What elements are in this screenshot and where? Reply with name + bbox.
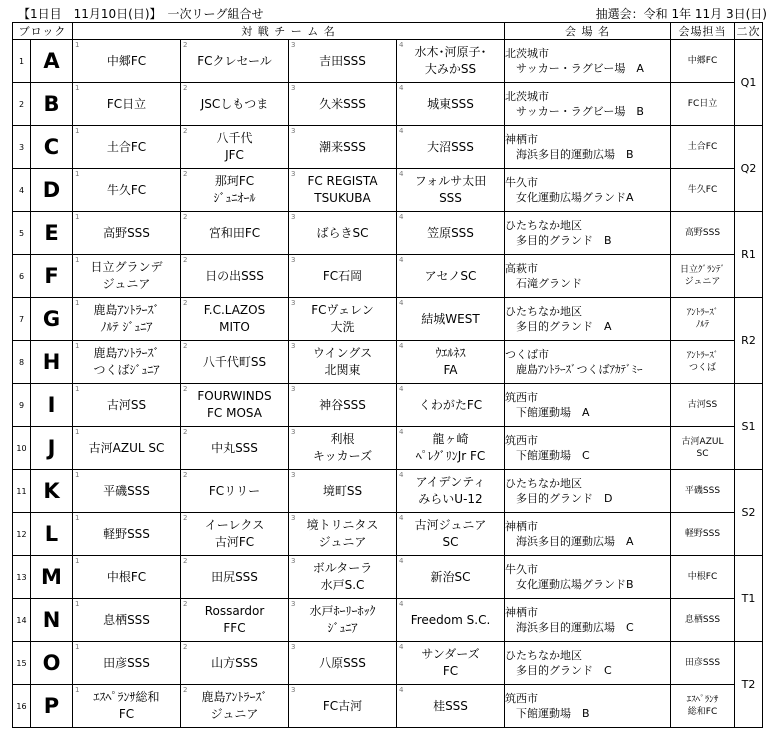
- secondary-group: R1: [735, 212, 763, 298]
- venue-name: 神栖市 海浜多目的運動広場 B: [505, 126, 671, 169]
- venue-name: ひたちなか地区 多目的グランド D: [505, 470, 671, 513]
- venue-host: 高野SSS: [671, 212, 735, 255]
- team-name: 田彦SSS: [103, 655, 150, 670]
- team-name: 潮来SSS: [319, 139, 366, 154]
- team-seed-number: 2: [183, 471, 188, 479]
- venue-host: 土合FC: [671, 126, 735, 169]
- venue-name: 筑西市 下館運動場 C: [505, 427, 671, 470]
- team-name: サンダーズ FC: [421, 647, 480, 678]
- team-seed-number: 2: [183, 256, 188, 264]
- team-name: 日立グランデ ジュニア: [90, 260, 163, 291]
- venue-host: 中郷FC: [671, 40, 735, 83]
- team-seed-number: 4: [399, 213, 404, 221]
- team-seed-number: 4: [399, 84, 404, 92]
- table-row: [13, 427, 763, 470]
- team-cell: [181, 341, 289, 384]
- team-cell: [397, 83, 505, 126]
- team-seed-number: 3: [291, 170, 296, 178]
- team-name: 境トリニタス ジュニア: [306, 518, 379, 549]
- team-seed-number: 1: [75, 514, 80, 522]
- team-name: 鹿島ｱﾝﾄﾗｰｽﾞ ジュニア: [201, 690, 268, 721]
- team-seed-number: 1: [75, 299, 80, 307]
- team-name: フォルサ太田 SSS: [414, 174, 487, 205]
- team-seed-number: 4: [399, 600, 404, 608]
- block-letter: A: [31, 40, 73, 83]
- team-seed-number: 1: [75, 557, 80, 565]
- team-name: FCクレセール: [197, 53, 272, 68]
- venue-host: ｴｽﾍﾟﾗﾝｻ 総和FC: [671, 685, 735, 728]
- team-cell: [289, 685, 397, 728]
- team-seed-number: 4: [399, 385, 404, 393]
- table-row: [13, 169, 763, 212]
- row-number: 2: [13, 83, 31, 126]
- team-seed-number: 4: [399, 643, 404, 651]
- team-cell: [397, 126, 505, 169]
- team-cell: [397, 169, 505, 212]
- team-cell: [397, 40, 505, 83]
- team-name: 田尻SSS: [211, 569, 258, 584]
- block-letter: M: [31, 556, 73, 599]
- team-name: 境町SS: [322, 483, 363, 498]
- team-seed-number: 1: [75, 213, 80, 221]
- row-number: 13: [13, 556, 31, 599]
- team-cell: [181, 513, 289, 556]
- row-number: 1: [13, 40, 31, 83]
- block-letter: B: [31, 83, 73, 126]
- team-cell: [289, 341, 397, 384]
- row-number: 8: [13, 341, 31, 384]
- team-cell: [289, 384, 397, 427]
- team-seed-number: 2: [183, 299, 188, 307]
- team-name: 中丸SSS: [211, 440, 258, 455]
- team-seed-number: 1: [75, 256, 80, 264]
- league-table: [12, 22, 763, 728]
- team-name: 古河SS: [106, 397, 147, 412]
- team-cell: [73, 556, 181, 599]
- venue-name: 高萩市 石滝グランド: [505, 255, 671, 298]
- team-seed-number: 3: [291, 471, 296, 479]
- team-name: 水戸ﾎｰﾘｰﾎｯｸ ｼﾞｭﾆｱ: [309, 604, 376, 635]
- team-name: Rossardor FFC: [204, 604, 265, 635]
- team-cell: [73, 599, 181, 642]
- table-row: [13, 384, 763, 427]
- team-cell: [181, 470, 289, 513]
- block-letter: C: [31, 126, 73, 169]
- team-seed-number: 2: [183, 600, 188, 608]
- team-cell: [289, 126, 397, 169]
- team-cell: [397, 384, 505, 427]
- venue-host: 平磯SSS: [671, 470, 735, 513]
- venue-host: 古河AZUL SC: [671, 427, 735, 470]
- table-row: [13, 556, 763, 599]
- row-number: 3: [13, 126, 31, 169]
- team-seed-number: 4: [399, 342, 404, 350]
- venue-name: 牛久市 女化運動広場グランドB: [505, 556, 671, 599]
- team-name: FC日立: [106, 96, 147, 111]
- team-cell: [289, 169, 397, 212]
- venue-host: 田彦SSS: [671, 642, 735, 685]
- team-name: 桂SSS: [433, 698, 468, 713]
- block-letter: K: [31, 470, 73, 513]
- team-seed-number: 2: [183, 127, 188, 135]
- team-name: 城東SSS: [427, 96, 474, 111]
- team-name: 息栖SSS: [103, 612, 150, 627]
- team-name: 大沼SSS: [427, 139, 474, 154]
- team-cell: [73, 341, 181, 384]
- team-cell: [181, 642, 289, 685]
- team-seed-number: 3: [291, 256, 296, 264]
- team-name: 龍ヶ崎 ﾍﾟﾚｸﾞﾘﾝJr FC: [415, 432, 486, 463]
- team-seed-number: 2: [183, 557, 188, 565]
- team-cell: [181, 685, 289, 728]
- team-cell: [289, 40, 397, 83]
- team-name: アセノSC: [424, 268, 477, 283]
- team-seed-number: 2: [183, 686, 188, 694]
- team-cell: [181, 40, 289, 83]
- table-row: [13, 599, 763, 642]
- team-seed-number: 3: [291, 41, 296, 49]
- team-name: 利根 キッカーズ: [312, 432, 373, 463]
- team-cell: [397, 255, 505, 298]
- team-name: F.C.LAZOS MITO: [203, 303, 266, 334]
- team-cell: [289, 556, 397, 599]
- team-seed-number: 3: [291, 342, 296, 350]
- table-row: [13, 212, 763, 255]
- team-seed-number: 1: [75, 41, 80, 49]
- secondary-group: Q2: [735, 126, 763, 212]
- team-seed-number: 2: [183, 385, 188, 393]
- secondary-group: R2: [735, 298, 763, 384]
- team-name: 中根FC: [106, 569, 147, 584]
- venue-host: 軽野SSS: [671, 513, 735, 556]
- team-cell: [289, 83, 397, 126]
- team-seed-number: 3: [291, 557, 296, 565]
- team-cell: [289, 599, 397, 642]
- block-letter: E: [31, 212, 73, 255]
- block-letter: P: [31, 685, 73, 728]
- team-name: Freedom S.C.: [410, 612, 491, 627]
- team-cell: [397, 298, 505, 341]
- row-number: 7: [13, 298, 31, 341]
- row-number: 4: [13, 169, 31, 212]
- team-seed-number: 3: [291, 127, 296, 135]
- block-letter: D: [31, 169, 73, 212]
- team-cell: [181, 599, 289, 642]
- venue-host: FC日立: [671, 83, 735, 126]
- row-number: 12: [13, 513, 31, 556]
- team-seed-number: 4: [399, 127, 404, 135]
- team-seed-number: 1: [75, 170, 80, 178]
- team-seed-number: 4: [399, 170, 404, 178]
- team-seed-number: 3: [291, 84, 296, 92]
- team-name: 新治SC: [430, 569, 471, 584]
- team-cell: [73, 212, 181, 255]
- team-seed-number: 3: [291, 299, 296, 307]
- document-header: [18, 4, 767, 22]
- team-seed-number: 2: [183, 514, 188, 522]
- team-seed-number: 2: [183, 428, 188, 436]
- team-seed-number: 3: [291, 213, 296, 221]
- team-cell: [73, 427, 181, 470]
- team-cell: [397, 685, 505, 728]
- team-cell: [181, 83, 289, 126]
- team-cell: [73, 513, 181, 556]
- team-name: ばらきSC: [316, 225, 369, 240]
- team-seed-number: 2: [183, 342, 188, 350]
- team-name: くわがたFC: [418, 397, 483, 412]
- team-name: ｴｽﾍﾟﾗﾝｻ総和 FC: [93, 690, 160, 721]
- team-name: 中郷FC: [106, 53, 147, 68]
- team-name: 軽野SSS: [103, 526, 150, 541]
- venue-column-header: 会 場 名: [505, 23, 671, 40]
- team-seed-number: 2: [183, 643, 188, 651]
- table-row: [13, 685, 763, 728]
- venue-host: 日立ｸﾞﾗﾝﾃﾞ ジュニア: [671, 255, 735, 298]
- team-cell: [397, 341, 505, 384]
- team-cell: [181, 212, 289, 255]
- team-seed-number: 4: [399, 514, 404, 522]
- venue-name: つくば市 鹿島ｱﾝﾄﾗｰｽﾞつくばｱｶﾃﾞﾐｰ: [505, 341, 671, 384]
- team-seed-number: 4: [399, 471, 404, 479]
- team-cell: [289, 513, 397, 556]
- table-row: [13, 83, 763, 126]
- team-seed-number: 1: [75, 471, 80, 479]
- team-name: 笠原SSS: [427, 225, 474, 240]
- team-seed-number: 2: [183, 41, 188, 49]
- team-name: 古河AZUL SC: [88, 440, 165, 455]
- team-name: 久米SSS: [319, 96, 366, 111]
- venue-name: ひたちなか地区 多目的グランド B: [505, 212, 671, 255]
- team-seed-number: 3: [291, 600, 296, 608]
- team-seed-number: 4: [399, 256, 404, 264]
- team-cell: [73, 384, 181, 427]
- team-seed-number: 1: [75, 600, 80, 608]
- team-name: 鹿島ｱﾝﾄﾗｰｽﾞ つくばｼﾞｭﾆｱ: [93, 346, 160, 377]
- team-name: 神谷SSS: [319, 397, 366, 412]
- team-name: 宮和田FC: [208, 225, 261, 240]
- draw-date: 抽選会：令和 1年 11月 3日(日): [595, 6, 767, 21]
- team-name: JSCしもつま: [200, 96, 269, 111]
- team-name: 山方SSS: [211, 655, 258, 670]
- team-cell: [289, 427, 397, 470]
- team-seed-number: 1: [75, 342, 80, 350]
- team-name: FC REGISTA TSUKUBA: [307, 174, 378, 205]
- block-letter: O: [31, 642, 73, 685]
- table-row: [13, 642, 763, 685]
- host-column-header: 会場担当: [671, 23, 735, 40]
- venue-host: 古河SS: [671, 384, 735, 427]
- team-seed-number: 4: [399, 299, 404, 307]
- team-name: FC古河: [322, 698, 363, 713]
- team-name: アイデンティ みらいU-12: [415, 475, 486, 506]
- secondary-group: S1: [735, 384, 763, 470]
- team-cell: [181, 298, 289, 341]
- team-cell: [73, 40, 181, 83]
- table-row: [13, 513, 763, 556]
- row-number: 16: [13, 685, 31, 728]
- venue-name: ひたちなか地区 多目的グランド A: [505, 298, 671, 341]
- block-letter: I: [31, 384, 73, 427]
- team-seed-number: 4: [399, 557, 404, 565]
- row-number: 10: [13, 427, 31, 470]
- team-cell: [289, 642, 397, 685]
- row-number: 11: [13, 470, 31, 513]
- team-cell: [73, 470, 181, 513]
- table-row: [13, 470, 763, 513]
- row-number: 15: [13, 642, 31, 685]
- venue-name: 北茨城市 サッカー・ラグビー場 A: [505, 40, 671, 83]
- team-seed-number: 3: [291, 428, 296, 436]
- team-name: 土合FC: [106, 139, 147, 154]
- teams-column-header: 対 戦 チ ー ム 名: [73, 23, 505, 40]
- team-seed-number: 1: [75, 428, 80, 436]
- team-name: ボルターラ 水戸S.C: [312, 561, 373, 592]
- row-number: 5: [13, 212, 31, 255]
- venue-name: 筑西市 下館運動場 A: [505, 384, 671, 427]
- block-letter: H: [31, 341, 73, 384]
- team-cell: [181, 427, 289, 470]
- team-cell: [73, 298, 181, 341]
- team-cell: [181, 255, 289, 298]
- team-name: 那珂FC ｼﾞｭﾆｵｰﾙ: [213, 174, 256, 205]
- table-row: [13, 341, 763, 384]
- team-cell: [397, 470, 505, 513]
- team-name: 八原SSS: [319, 655, 366, 670]
- team-name: 高野SSS: [103, 225, 150, 240]
- team-seed-number: 1: [75, 643, 80, 651]
- team-cell: [397, 513, 505, 556]
- team-cell: [397, 212, 505, 255]
- team-seed-number: 2: [183, 84, 188, 92]
- team-cell: [289, 212, 397, 255]
- venue-name: ひたちなか地区 多目的グランド C: [505, 642, 671, 685]
- team-cell: [73, 83, 181, 126]
- venue-name: 北茨城市 サッカー・ラグビー場 B: [505, 83, 671, 126]
- team-seed-number: 1: [75, 686, 80, 694]
- team-name: 結城WEST: [421, 311, 480, 326]
- schedule-title: 【1日目 11月10日(日)】 一次リーグ組合せ: [18, 6, 264, 21]
- row-number: 14: [13, 599, 31, 642]
- team-cell: [181, 126, 289, 169]
- team-cell: [73, 685, 181, 728]
- team-cell: [73, 126, 181, 169]
- team-name: 古河ジュニア SC: [414, 518, 487, 549]
- venue-name: 神栖市 海浜多目的運動広場 A: [505, 513, 671, 556]
- team-cell: [73, 642, 181, 685]
- team-cell: [73, 255, 181, 298]
- team-name: FC石岡: [322, 268, 363, 283]
- team-cell: [289, 470, 397, 513]
- team-cell: [397, 642, 505, 685]
- team-cell: [397, 556, 505, 599]
- team-cell: [181, 556, 289, 599]
- team-name: ｳｴﾙﾈｽ FA: [435, 346, 466, 377]
- secondary-column-header: 二次: [735, 23, 763, 40]
- team-name: 牛久FC: [106, 182, 147, 197]
- team-name: 吉田SSS: [319, 53, 366, 68]
- team-cell: [397, 427, 505, 470]
- venue-host: 中根FC: [671, 556, 735, 599]
- team-seed-number: 1: [75, 84, 80, 92]
- secondary-group: T1: [735, 556, 763, 642]
- table-row: [13, 298, 763, 341]
- team-name: 八千代 JFC: [216, 131, 253, 162]
- team-seed-number: 3: [291, 514, 296, 522]
- team-seed-number: 3: [291, 385, 296, 393]
- team-name: ウイングス 北関東: [312, 346, 373, 377]
- team-seed-number: 3: [291, 643, 296, 651]
- venue-name: 牛久市 女化運動広場グランドA: [505, 169, 671, 212]
- venue-name: 神栖市 海浜多目的運動広場 C: [505, 599, 671, 642]
- team-cell: [289, 298, 397, 341]
- team-seed-number: 4: [399, 428, 404, 436]
- block-letter: F: [31, 255, 73, 298]
- team-cell: [181, 169, 289, 212]
- team-seed-number: 3: [291, 686, 296, 694]
- team-name: 水木･河原子･ 大みかSS: [414, 45, 487, 76]
- team-name: イーレクス 古河FC: [204, 518, 265, 549]
- table-row: [13, 126, 763, 169]
- team-seed-number: 4: [399, 686, 404, 694]
- row-number: 6: [13, 255, 31, 298]
- venue-name: 筑西市 下館運動場 B: [505, 685, 671, 728]
- venue-host: 牛久FC: [671, 169, 735, 212]
- team-cell: [73, 169, 181, 212]
- team-seed-number: 2: [183, 213, 188, 221]
- team-seed-number: 4: [399, 41, 404, 49]
- team-name: 八千代町SS: [202, 354, 267, 369]
- team-name: 鹿島ｱﾝﾄﾗｰｽﾞ ﾉﾙﾃ ｼﾞｭﾆｱ: [93, 303, 160, 334]
- venue-host: ｱﾝﾄﾗｰｽﾞ ﾉﾙﾃ: [671, 298, 735, 341]
- secondary-group: S2: [735, 470, 763, 556]
- table-row: [13, 40, 763, 83]
- block-letter: G: [31, 298, 73, 341]
- team-name: FOURWINDS FC MOSA: [197, 389, 272, 420]
- team-name: FCヴェレン 大洗: [311, 303, 374, 334]
- team-name: 平磯SSS: [103, 483, 150, 498]
- table-row: [13, 255, 763, 298]
- row-number: 9: [13, 384, 31, 427]
- block-letter: N: [31, 599, 73, 642]
- team-cell: [289, 255, 397, 298]
- team-name: FCリリー: [208, 483, 261, 498]
- team-cell: [181, 384, 289, 427]
- block-letter: L: [31, 513, 73, 556]
- venue-host: ｱﾝﾄﾗｰｽﾞ つくば: [671, 341, 735, 384]
- block-column-header: ブロック: [13, 23, 73, 40]
- venue-host: 息栖SSS: [671, 599, 735, 642]
- team-name: 日の出SSS: [205, 268, 264, 283]
- team-cell: [397, 599, 505, 642]
- team-seed-number: 2: [183, 170, 188, 178]
- team-seed-number: 1: [75, 385, 80, 393]
- secondary-group: T2: [735, 642, 763, 728]
- block-letter: J: [31, 427, 73, 470]
- secondary-group: Q1: [735, 40, 763, 126]
- team-seed-number: 1: [75, 127, 80, 135]
